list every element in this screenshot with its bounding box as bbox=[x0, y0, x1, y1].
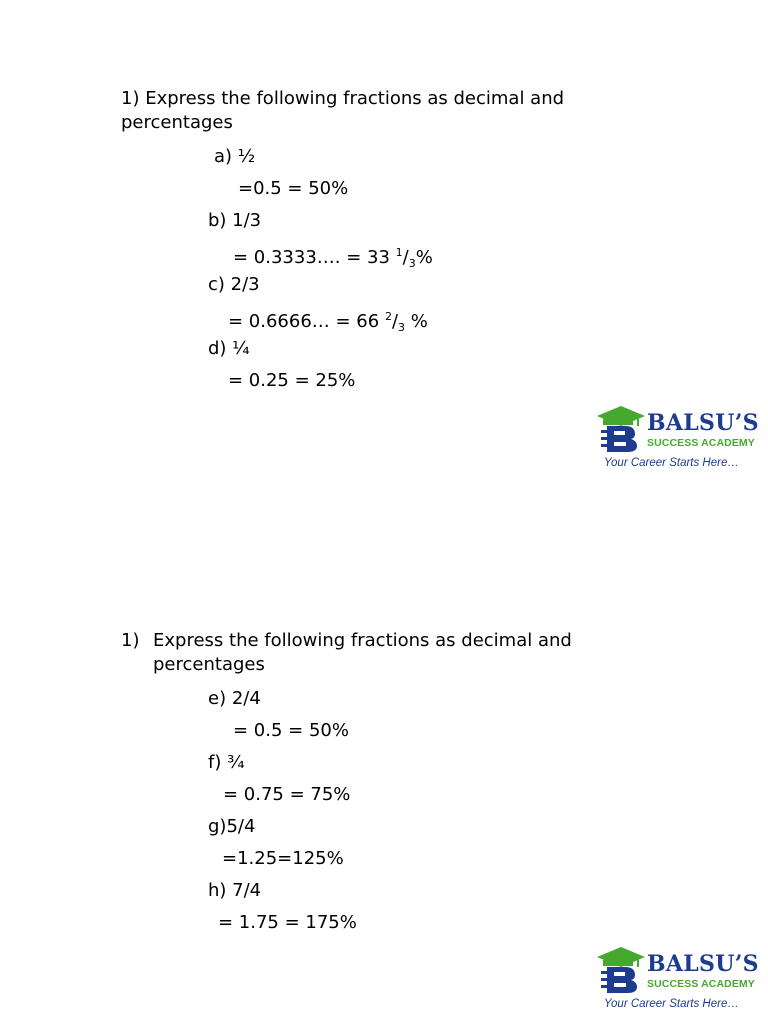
answer-h: = 1.75 = 175% bbox=[218, 912, 357, 933]
academy-logo-bottom bbox=[597, 947, 767, 1013]
logo-subtitle: SUCCESS ACADEMY bbox=[647, 437, 755, 449]
answer-c-suffix: % bbox=[405, 311, 428, 332]
answer-a: =0.5 = 50% bbox=[238, 178, 349, 199]
logo-subtitle: SUCCESS ACADEMY bbox=[647, 978, 755, 990]
question-h: h) 7/4 bbox=[208, 880, 262, 901]
graduation-cap-b-icon bbox=[597, 406, 645, 452]
answer-b-frac-num: 1 bbox=[395, 246, 403, 259]
graduation-cap-b-icon bbox=[597, 947, 645, 993]
answer-b-suffix: % bbox=[415, 247, 433, 268]
answer-d: = 0.25 = 25% bbox=[228, 370, 356, 391]
logo-name: BALSU’S bbox=[647, 951, 759, 977]
answer-c-prefix: = 0.6666… = 66 bbox=[228, 311, 385, 332]
answer-b-prefix: = 0.3333…. = 33 bbox=[233, 247, 396, 268]
answer-f: = 0.75 = 75% bbox=[223, 784, 351, 805]
answer-b-slash: / bbox=[402, 247, 409, 268]
answer-c-frac-den: 3 bbox=[398, 321, 406, 334]
section1-heading-line2: percentages bbox=[121, 112, 233, 133]
section2-number: 1) bbox=[121, 630, 140, 651]
question-e: e) 2/4 bbox=[208, 688, 261, 709]
answer-c-frac-num: 2 bbox=[384, 310, 392, 323]
answer-c bbox=[228, 306, 428, 339]
question-d: d) ¼ bbox=[208, 338, 250, 359]
question-f: f) ¾ bbox=[208, 752, 245, 773]
answer-b bbox=[233, 242, 433, 275]
question-a: a) ½ bbox=[214, 146, 256, 167]
answer-b-frac-den: 3 bbox=[408, 257, 416, 270]
academy-logo-top bbox=[597, 406, 767, 472]
answer-c-slash: / bbox=[391, 311, 399, 332]
logo-name: BALSU’S bbox=[647, 410, 759, 436]
section1-heading-line1: 1) Express the following fractions as decimal and bbox=[121, 88, 565, 109]
logo-tagline: Your Career Starts Here… bbox=[604, 457, 739, 469]
section2-heading-line2: percentages bbox=[153, 654, 265, 675]
question-c: c) 2/3 bbox=[208, 274, 260, 295]
question-b: b) 1/3 bbox=[208, 210, 262, 231]
logo-tagline: Your Career Starts Here… bbox=[604, 998, 739, 1010]
answer-e: = 0.5 = 50% bbox=[233, 720, 349, 741]
answer-g: =1.25=125% bbox=[222, 848, 344, 869]
question-g: g)5/4 bbox=[208, 816, 256, 837]
section2-heading-line1: Express the following fractions as decimal and bbox=[153, 630, 572, 651]
